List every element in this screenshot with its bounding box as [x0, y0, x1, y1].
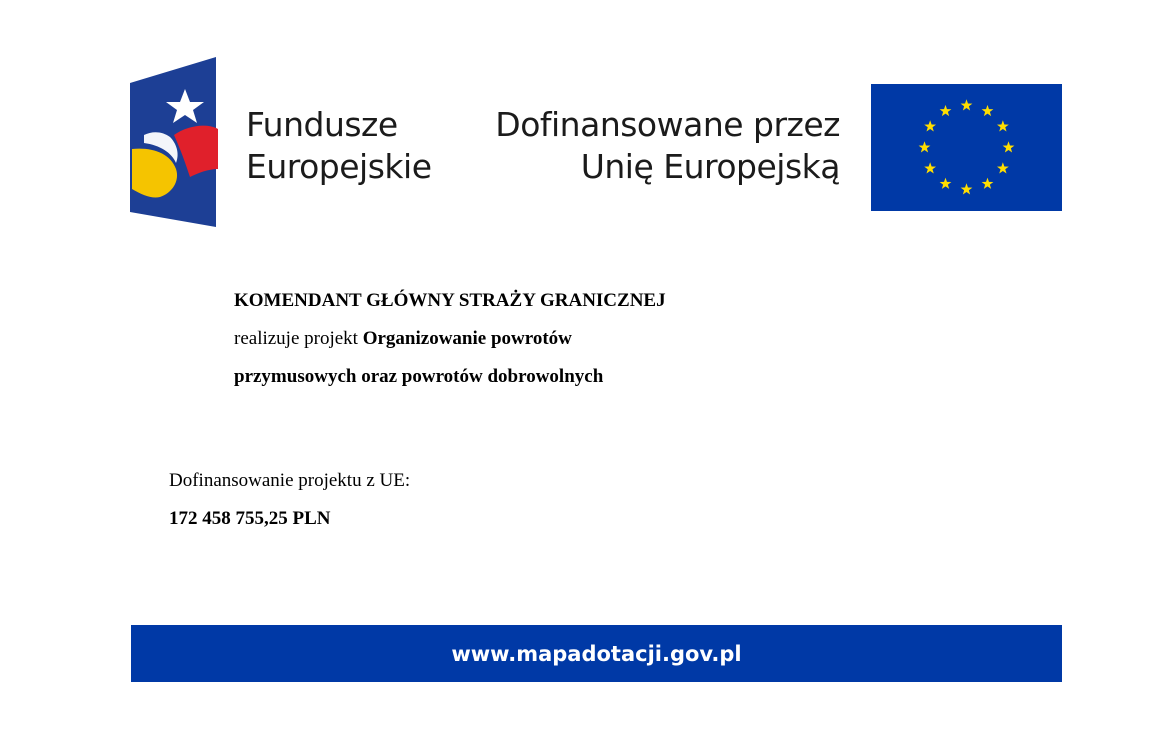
project-title-part1: Organizowanie powrotów [362, 328, 572, 349]
eu-flag-icon [871, 84, 1062, 211]
funding-label: Dofinansowanie projektu z UE: [169, 470, 411, 491]
eu-line1: Dofinansowane przez [495, 105, 840, 144]
logo-bar [0, 0, 1170, 240]
fundusze-europejskie-text [246, 104, 432, 188]
funding-amount: 172 458 755,25 PLN [169, 508, 331, 529]
fe-line2: Europejskie [246, 147, 432, 186]
fe-line1: Fundusze [246, 105, 398, 144]
funding-info [169, 462, 410, 538]
eu-line2: Unię Europejską [580, 147, 840, 186]
project-intro: realizuje projekt [234, 328, 363, 349]
project-title-part2: przymusowych oraz powrotów dobrowolnych [234, 366, 604, 387]
project-intro-line [234, 320, 666, 358]
footer-bar [131, 625, 1062, 682]
fundusze-europejskie-logo-icon [130, 57, 218, 227]
mapadotacji-link[interactable]: www.mapadotacji.gov.pl [451, 641, 742, 666]
eu-cofinanced-text [495, 104, 840, 188]
project-description [234, 282, 666, 396]
organization-name: KOMENDANT GŁÓWNY STRAŻY GRANICZNEJ [234, 290, 666, 311]
